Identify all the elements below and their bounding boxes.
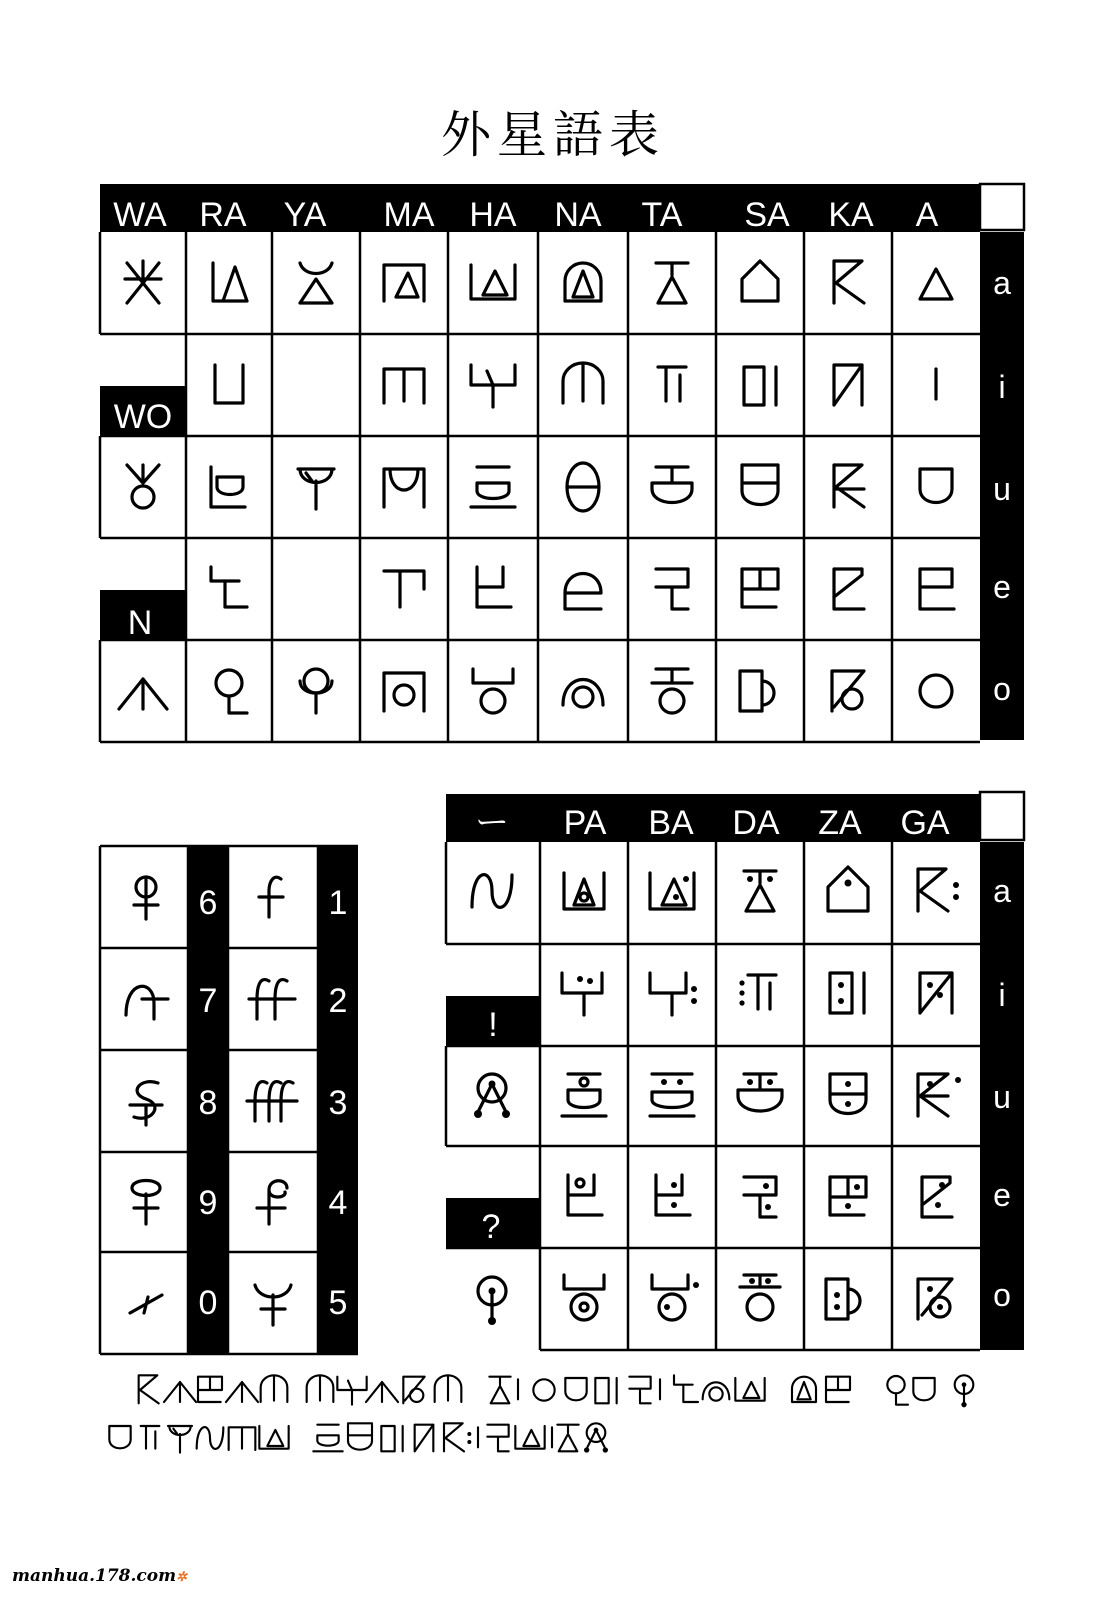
glyph-pi	[562, 973, 602, 1015]
kana-vowel-a: a	[993, 265, 1011, 301]
glyph-do	[740, 1275, 780, 1320]
glyph-e	[920, 569, 954, 609]
glyph-te	[656, 569, 688, 609]
glyph-n	[119, 679, 167, 709]
glyph-pa	[564, 873, 604, 909]
glyph-gi	[920, 973, 952, 1013]
digit-3: 3	[328, 1084, 348, 1122]
digit-5: 5	[328, 1284, 348, 1322]
digit-6: 6	[198, 884, 218, 922]
glyph-ki	[834, 365, 862, 405]
glyph-mi	[384, 369, 424, 403]
kana-col-ma: MA	[383, 196, 435, 234]
kana-vowel-i: i	[998, 369, 1006, 405]
voiced-vowel-u: u	[993, 1079, 1011, 1115]
glyph-bu	[650, 1074, 694, 1116]
glyph-ni	[563, 363, 603, 403]
glyph-ze	[830, 1177, 866, 1215]
glyph-ge	[922, 1177, 952, 1217]
glyph-yu	[298, 469, 334, 509]
kana-grid	[100, 232, 980, 742]
glyph-ba	[650, 873, 694, 909]
glyph-ha	[471, 265, 515, 299]
glyph-tsu	[652, 467, 692, 503]
glyph-du	[738, 1074, 782, 1111]
glyph-fu	[471, 467, 515, 507]
glyph-long-vowel	[472, 875, 512, 908]
kana-col-a: A	[915, 196, 939, 234]
voiced-vowel-i: i	[998, 977, 1006, 1013]
kana-col-ya: YA	[283, 196, 327, 234]
glyph-re	[211, 567, 247, 607]
kana-col-ra: RA	[199, 196, 247, 234]
glyph-zo	[826, 1279, 860, 1319]
voiced-table	[446, 792, 1024, 1350]
digit-9: 9	[198, 1184, 218, 1222]
glyph-po	[564, 1275, 604, 1320]
glyph-bi	[650, 973, 697, 1015]
voiced-vowel-a: a	[993, 873, 1011, 909]
glyph-to	[652, 669, 692, 713]
voiced-vowel-o: o	[993, 1277, 1011, 1313]
voiced-col-ga: GA	[900, 804, 950, 842]
watermark	[12, 1566, 187, 1586]
digit-0: 0	[198, 1284, 218, 1322]
kana-col-na: NA	[554, 196, 602, 234]
glyph-na	[565, 263, 601, 301]
kana-label-wo: WO	[113, 398, 173, 436]
glyph-da	[744, 871, 776, 911]
glyph-go	[918, 1279, 952, 1319]
glyph-exclamation	[474, 1074, 510, 1118]
glyph-hi	[471, 365, 515, 407]
glyph-ra	[213, 263, 247, 301]
alien-sentence	[109, 1375, 973, 1452]
glyph-zu	[830, 1074, 866, 1114]
glyph-num-1	[259, 877, 283, 917]
glyph-num-4	[257, 1181, 287, 1224]
glyph-mo	[384, 673, 424, 711]
glyph-so	[740, 671, 774, 711]
voiced-grid	[446, 842, 980, 1350]
glyph-chi	[658, 367, 686, 401]
glyph-ke	[834, 569, 864, 609]
glyph-ru	[211, 467, 245, 507]
glyph-ku	[834, 465, 864, 507]
glyph-num-2	[249, 980, 295, 1019]
voiced-col-da: DA	[732, 804, 780, 842]
kana-vowel-o: o	[993, 671, 1011, 707]
number-table	[100, 846, 358, 1354]
glyph-se	[742, 569, 778, 607]
glyph-za	[828, 867, 868, 911]
kana-corner-box	[980, 184, 1024, 230]
glyph-ri	[215, 365, 243, 403]
kana-col-sa: SA	[744, 196, 790, 234]
glyph-o	[920, 675, 952, 707]
voiced-col-pa: PA	[563, 804, 607, 842]
glyph-ya	[300, 263, 332, 303]
alien-sentence-line-1	[139, 1375, 974, 1407]
kana-table	[100, 184, 1024, 742]
voiced-label-excl: !	[488, 1006, 498, 1044]
kana-col-ha: HA	[469, 196, 517, 234]
glyph-num-6	[134, 877, 158, 919]
glyph-nu	[567, 463, 599, 511]
glyph-ne	[565, 574, 601, 610]
glyph-pe	[568, 1175, 602, 1215]
glyph-num-7	[126, 986, 168, 1019]
glyph-he	[477, 567, 511, 607]
glyph-a	[920, 269, 952, 299]
glyph-be	[656, 1175, 690, 1215]
glyph-ji	[739, 975, 776, 1009]
alien-sentence-line-2	[109, 1423, 608, 1452]
glyph-yo	[300, 669, 332, 713]
digit-2: 2	[328, 982, 348, 1020]
page-title: 外星語表	[441, 106, 665, 164]
voiced-corner-box	[980, 792, 1024, 840]
kana-vowel-e: e	[993, 569, 1011, 605]
glyph-shi	[744, 367, 776, 405]
kana-col-wa: WA	[113, 196, 167, 234]
digit-4: 4	[328, 1184, 348, 1222]
glyph-ga	[918, 869, 959, 911]
glyph-sa	[742, 261, 778, 301]
glyph-num-9	[132, 1181, 160, 1225]
glyph-me	[384, 571, 424, 607]
kana-col-ka: KA	[828, 196, 874, 234]
glyph-ta	[656, 263, 688, 303]
glyph-no	[563, 680, 603, 708]
glyph-ko	[832, 671, 864, 711]
glyph-u	[920, 469, 952, 503]
glyph-ro	[216, 670, 247, 713]
digit-7: 7	[198, 982, 218, 1020]
glyph-pu	[562, 1074, 606, 1116]
glyph-num-0	[130, 1295, 162, 1313]
glyph-ho	[473, 669, 513, 713]
glyph-de	[744, 1177, 776, 1217]
glyph-su	[742, 465, 778, 505]
glyph-num-3	[247, 1082, 297, 1121]
glyph-wo	[127, 465, 159, 508]
glyph-num-8	[130, 1082, 162, 1125]
voiced-label-q: ?	[481, 1208, 501, 1246]
glyph-bo	[652, 1275, 699, 1320]
kana-col-ta: TA	[641, 196, 683, 234]
glyph-mu	[384, 469, 424, 507]
voiced-col-dash: ー	[475, 804, 509, 842]
voiced-col-za: ZA	[818, 804, 862, 842]
voiced-vowel-e: e	[993, 1177, 1011, 1213]
kana-vowel-u: u	[993, 471, 1011, 507]
glyph-question	[478, 1277, 506, 1325]
digit-8: 8	[198, 1084, 218, 1122]
glyph-ka	[834, 261, 864, 303]
glyph-gu	[918, 1074, 961, 1116]
glyph-zi	[830, 973, 864, 1013]
watermark-text: manhua.178.com	[12, 1566, 177, 1586]
digit-1: 1	[328, 884, 348, 922]
glyph-wa	[125, 261, 161, 303]
kana-label-n: N	[127, 604, 153, 642]
voiced-col-ba: BA	[648, 804, 694, 842]
star-icon: ✲	[176, 1570, 188, 1585]
glyph-num-5	[255, 1285, 291, 1325]
glyph-ma	[384, 265, 424, 301]
